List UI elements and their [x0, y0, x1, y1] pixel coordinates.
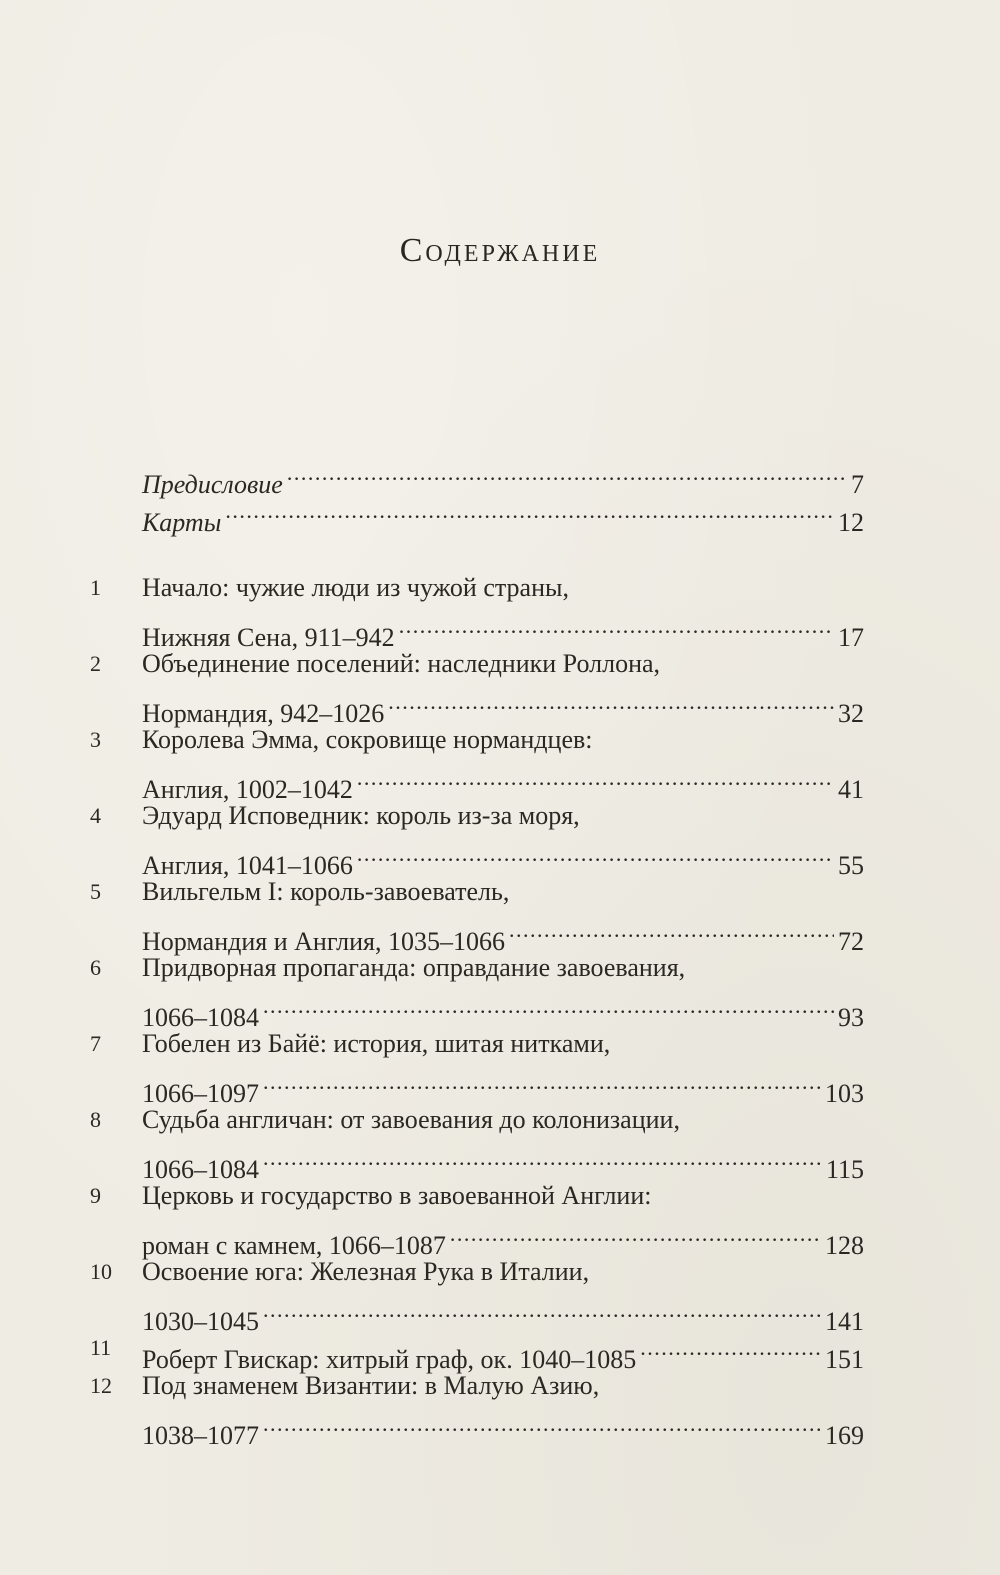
chapter-number: 8 [90, 1107, 101, 1132]
toc-page-number: 41 [838, 775, 864, 804]
chapter-title-line[interactable]: Освоение юга: Железная Рука в Италии, [142, 1257, 590, 1286]
chapter-subtitle-line: 1038–1077 [142, 1421, 259, 1450]
chapter-title-line[interactable]: Церковь и государство в завоеванной Англии: [142, 1181, 652, 1210]
chapter-title-line[interactable]: Королева Эмма, сокровище нормандцев: [142, 725, 593, 754]
chapter-number: 2 [90, 651, 101, 676]
chapter-title-line[interactable]: Судьба англичан: от завоевания до колонизации, [142, 1105, 680, 1134]
toc-entry-chapter-4[interactable] [142, 834, 864, 880]
chapter-subtitle-line: Нормандия, 942–1026 [142, 699, 385, 728]
toc-entry-chapter-5[interactable] [142, 910, 864, 956]
chapter-title-line[interactable]: Вильгельм I: король-завоеватель, [142, 877, 510, 906]
chapter-subtitle-line: 1066–1084 [142, 1003, 259, 1032]
toc-entry-chapter-12[interactable] [142, 1404, 864, 1450]
chapter-number: 11 [90, 1335, 112, 1360]
toc-entry-chapter-7[interactable] [142, 1062, 864, 1108]
chapter-number: 6 [90, 955, 101, 980]
dot-leader [509, 910, 834, 950]
dot-leader [263, 1138, 822, 1178]
chapter-subtitle-line: роман с камнем, 1066–1087 [142, 1231, 446, 1260]
chapter-number: 12 [90, 1373, 112, 1398]
chapter-title-line[interactable]: Придворная пропаганда: оправдание завоевания, [142, 953, 686, 982]
toc-page-number: 17 [838, 623, 864, 652]
toc-entry-chapter-8[interactable] [142, 1138, 864, 1184]
chapter-subtitle-line: 1030–1045 [142, 1307, 259, 1336]
toc-entry-chapter-2[interactable] [142, 682, 864, 728]
page-title: Содержание [399, 232, 601, 269]
toc-entry-preface[interactable] [142, 453, 864, 499]
toc-entry-chapter-9[interactable] [142, 1214, 864, 1260]
toc-page-number: 7 [851, 470, 864, 499]
toc-page-number: 55 [838, 851, 864, 880]
chapter-number: 10 [90, 1259, 112, 1284]
toc-entry-label: Карты [142, 508, 222, 537]
toc-entry-chapter-6[interactable] [142, 986, 864, 1032]
toc-page-number: 151 [825, 1345, 864, 1374]
chapter-title-line[interactable]: Объединение поселений: наследники Роллона, [142, 649, 661, 678]
toc-entry-maps[interactable] [142, 491, 864, 537]
dot-leader [357, 758, 834, 798]
chapter-title-line[interactable]: Гобелен из Байё: история, шитая нитками, [142, 1029, 611, 1058]
dot-leader [263, 1404, 821, 1444]
chapter-title-line[interactable]: Начало: чужие люди из чужой страны, [142, 573, 569, 602]
dot-leader [225, 491, 834, 531]
dot-leader [263, 986, 834, 1026]
toc-page-number: 72 [838, 927, 864, 956]
chapter-title-line: Роберт Гвискар: хитрый граф, ок. 1040–1085 [142, 1345, 637, 1374]
chapter-number: 7 [90, 1031, 101, 1056]
toc-entry-chapter-11[interactable] [142, 1328, 864, 1374]
dot-leader [287, 453, 847, 493]
chapter-number: 3 [90, 727, 101, 752]
dot-leader [640, 1328, 821, 1368]
toc-entry-chapter-10[interactable] [142, 1290, 864, 1336]
toc-entry-chapter-1[interactable] [142, 606, 864, 652]
chapter-number: 4 [90, 803, 101, 828]
toc-entry-label: Предисловие [142, 470, 283, 499]
chapter-number: 9 [90, 1183, 101, 1208]
chapter-subtitle-line: Англия, 1041–1066 [142, 851, 353, 880]
dot-leader [450, 1214, 821, 1254]
chapter-subtitle-line: 1066–1084 [142, 1155, 259, 1184]
dot-leader [263, 1290, 821, 1330]
dot-leader [263, 1062, 821, 1102]
chapter-title-line[interactable]: Эдуард Исповедник: король из-за моря, [142, 801, 580, 830]
chapter-title-line[interactable]: Под знаменем Византии: в Малую Азию, [142, 1371, 600, 1400]
toc-page-number: 169 [825, 1421, 864, 1450]
dot-leader [357, 834, 834, 874]
toc-page-number: 128 [825, 1231, 864, 1260]
chapter-number: 1 [90, 575, 101, 600]
toc-page-number: 115 [825, 1155, 864, 1184]
toc-entry-chapter-3[interactable] [142, 758, 864, 804]
chapter-subtitle-line: Нижняя Сена, 911–942 [142, 623, 395, 652]
chapter-subtitle-line: 1066–1097 [142, 1079, 259, 1108]
toc-page-number: 93 [838, 1003, 864, 1032]
dot-leader [388, 682, 834, 722]
toc-page-number: 141 [825, 1307, 864, 1336]
toc-page-number: 12 [838, 508, 864, 537]
chapter-subtitle-line: Англия, 1002–1042 [142, 775, 353, 804]
dot-leader [399, 606, 834, 646]
toc-page-number: 32 [838, 699, 864, 728]
chapter-subtitle-line: Нормандия и Англия, 1035–1066 [142, 927, 506, 956]
toc-page-number: 103 [825, 1079, 864, 1108]
chapter-number: 5 [90, 879, 101, 904]
